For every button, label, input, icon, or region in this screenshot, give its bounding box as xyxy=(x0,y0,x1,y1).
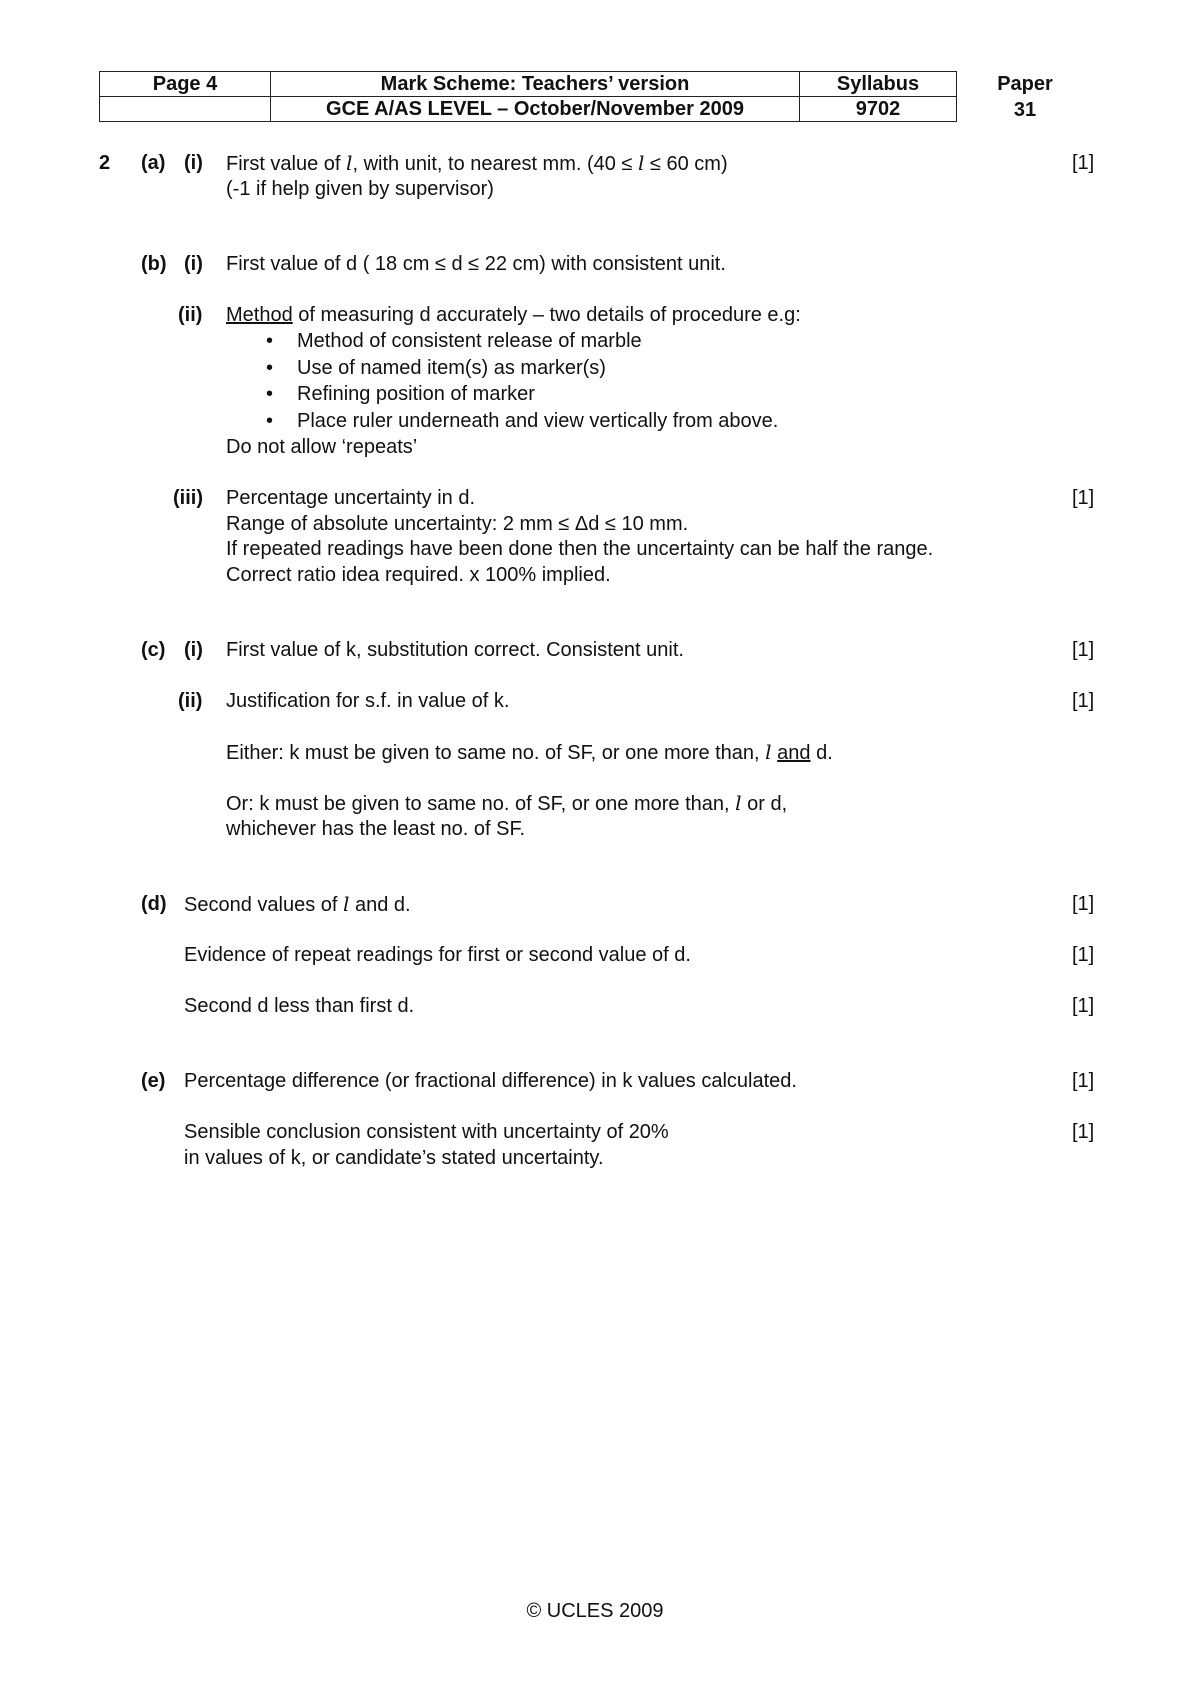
part-b-iii-line1: Percentage uncertainty in d. xyxy=(226,487,476,509)
part-e-mark-1: [1] xyxy=(1072,1070,1095,1092)
bullet-icon: • xyxy=(266,357,274,379)
b-ii-bullet-4: Place ruler underneath and view vertically from above. xyxy=(297,410,779,432)
part-d-line3: Second d less than first d. xyxy=(184,995,415,1017)
part-b-i-text: First value of d ( 18 cm ≤ d ≤ 22 cm) with consistent unit. xyxy=(226,253,726,275)
part-c-ii-or: Or: k must be given to same no. of SF, or one more than, l or d, xyxy=(226,791,788,815)
part-e-line2: Sensible conclusion consistent with uncertainty of 20% xyxy=(184,1121,669,1143)
part-b-iii-line2: Range of absolute uncertainty: 2 mm ≤ Δd ≤ 10 mm. xyxy=(226,513,689,535)
b-ii-bullet-3: Refining position of marker xyxy=(297,383,535,405)
header-page: Page 4 xyxy=(100,72,271,97)
part-a-i-mark: [1] xyxy=(1072,152,1095,174)
part-a-i-note: (-1 if help given by supervisor) xyxy=(226,178,494,200)
part-e-mark-2: [1] xyxy=(1072,1121,1095,1143)
header-paper-number: 31 xyxy=(1013,99,1037,121)
part-e-label: (e) xyxy=(141,1070,166,1092)
header-paper-label: Paper xyxy=(997,73,1053,95)
header-syllabus-label: Syllabus xyxy=(800,72,957,97)
part-c-i-mark: [1] xyxy=(1072,639,1095,661)
part-b-iii-label: (iii) xyxy=(173,487,203,509)
part-b-iii-line3: If repeated readings have been done then the uncertainty can be half the range. xyxy=(226,538,934,560)
header-table xyxy=(99,71,957,122)
header-title: Mark Scheme: Teachers’ version xyxy=(271,72,800,97)
part-c-ii-either: Either: k must be given to same no. of SF, or one more than, l and d. xyxy=(226,740,833,764)
part-c-ii-mark: [1] xyxy=(1072,690,1095,712)
part-b-label: (b) xyxy=(141,253,167,275)
question-number: 2 xyxy=(99,152,111,174)
part-b-ii-note: Do not allow ‘repeats’ xyxy=(226,436,418,458)
bullet-icon: • xyxy=(266,410,274,432)
part-e-line3: in values of k, or candidate’s stated uncertainty. xyxy=(184,1147,604,1169)
part-c-i-label: (i) xyxy=(184,639,203,661)
part-b-ii-text: Method of measuring d accurately – two details of procedure e.g: xyxy=(226,304,801,326)
part-c-i-text: First value of k, substitution correct. Consistent unit. xyxy=(226,639,684,661)
part-d-label: (d) xyxy=(141,893,167,915)
part-a-i-label: (i) xyxy=(184,152,203,174)
part-b-iii-mark: [1] xyxy=(1072,487,1095,509)
b-ii-bullet-2: Use of named item(s) as marker(s) xyxy=(297,357,606,379)
part-a-label: (a) xyxy=(141,152,166,174)
footer-copyright: © UCLES 2009 xyxy=(526,1600,664,1622)
part-d-mark-3: [1] xyxy=(1072,995,1095,1017)
part-d-line2: Evidence of repeat readings for first or second value of d. xyxy=(184,944,691,966)
part-e-line1: Percentage difference (or fractional difference) in k values calculated. xyxy=(184,1070,797,1092)
part-a-i-text: First value of l, with unit, to nearest mm. (40 ≤ l ≤ 60 cm) xyxy=(226,151,728,175)
part-c-ii-text: Justification for s.f. in value of k. xyxy=(226,690,510,712)
header-exam: GCE A/AS LEVEL – October/November 2009 xyxy=(271,97,800,122)
part-b-i-label: (i) xyxy=(184,253,203,275)
part-c-ii-label: (ii) xyxy=(178,690,203,712)
header-empty-cell xyxy=(100,97,271,122)
b-ii-bullet-1: Method of consistent release of marble xyxy=(297,330,642,352)
header-syllabus-code: 9702 xyxy=(800,97,957,122)
bullet-icon: • xyxy=(266,330,274,352)
bullet-icon: • xyxy=(266,383,274,405)
part-d-line1: Second values of l and d. xyxy=(184,892,411,916)
part-c-ii-or2: whichever has the least no. of SF. xyxy=(226,818,526,840)
part-c-label: (c) xyxy=(141,639,166,661)
part-d-mark-2: [1] xyxy=(1072,944,1095,966)
part-b-iii-line4: Correct ratio idea required. x 100% implied. xyxy=(226,564,611,586)
part-d-mark-1: [1] xyxy=(1072,893,1095,915)
part-b-ii-label: (ii) xyxy=(178,304,203,326)
